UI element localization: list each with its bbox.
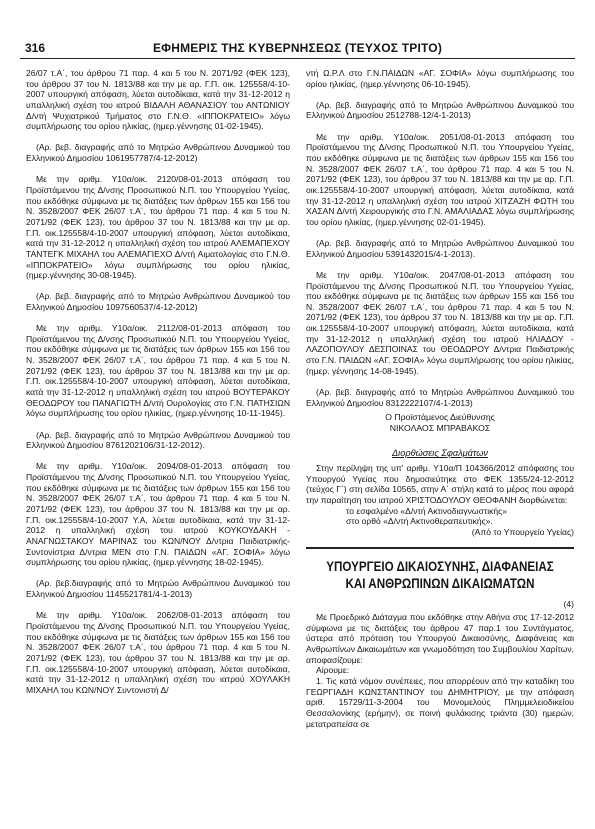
paragraph: (Αρ. βεβ. διαγραφής από το Μητρώο Ανθρώπινου Δυναμικού του Ελληνικού Δημοσίου 2512788-12/4-1-2013) <box>306 99 574 121</box>
paragraph: Αίρουμε: <box>316 665 349 676</box>
paragraph: 1. Τις κατά νόμον συνέπειες, που απορρέουν από την καταδίκη του ΓΕΩΡΓΙΑΔΗ ΚΩΝΣΤΑΝΤΙΝΟΥ του ΔΗΜΗΤΡΙΟΥ, με την απόφαση αριθ. 15729/11-3-2004 του Μονομελούς Πλημμελειοδικείου Θεσσαλονίκης (ερήμην), σε ποινή φυλάκισης τριάντα (30) ημερών, μετατραπείσα σε <box>306 676 574 729</box>
paragraph: (Αρ. βεβ. διαγραφής από το Μητρώο Ανθρώπινου Δυναμικού του Ελληνικού Δημοσίου 1061957787/4-12-2012) <box>26 142 290 164</box>
paragraph: Με την αριθμ. Υ10α/οικ. 2120/08-01-2013 απόφαση του Προϊστάμενου της Δ/νσης Προσωπικού Ν.Π. του Υπουργείου Υγείας, που εκδόθηκε σύμφωνα με τις διατάξεις των άρθρων 155 και 156 του Ν. 3528/2007 ΦΕΚ 26/07 τ.Α΄, του άρθρου 71 παρ. 4 και 5 του Ν. 2071/92 (ΦΕΚ 123), του άρθρου 37 του Ν. 1813/88 και την με αρ. Γ.Π. οικ.125558/4-10-2007 υπουργική απόφαση, λύεται αυτοδίκαια, κατά την 31-12-2012 η υπαλληλική σχέση του ιατρού ΑΛΕΜΑΠΕΧΟΥ ΤΑΝΤΕΓΚ ΜΙΧΑΗΛ του ΑΛΕΜΑΓΙΕΧΟ Δ/ντή Αιματολογίας στο Γ.Ν.Θ. «ΙΠΠΟΚΡΑΤΕΙΟ» λόγω συμπλήρωσης του ορίου ηλικίας, (ημερ.γέννησης 30-08-1945). <box>26 174 290 281</box>
section-divider <box>306 547 574 549</box>
section-number: (4) <box>563 599 574 610</box>
paragraph: Με την αριθμ. Υ10α/οικ. 2062/08-01-2013 απόφαση του Προϊστάμενου της Δ/νσης Προσωπικού Ν.Π. του Υπουργείου Υγείας, που εκδόθηκε σύμφωνα με τις διατάξεις των άρθρων 155 και 156 του Ν. 3528/2007 ΦΕΚ 26/07 τ.Α΄, του άρθρου 71 παρ. 4 και 5 του Ν. 2071/92 (ΦΕΚ 123), του άρθρου 37 του Ν. 1813/88 και την με αρ. Γ.Π. οικ.125558/4-10-2007 υπουργική απόφαση, λύεται αυτοδίκαια, κατά την 31-12-2012 η υπαλληλική σχέση του ιατρού ΧΟΥΛΑΚΗ ΜΙΧΑΗΛ του ΚΩΝ/ΝΟΥ Συντονιστή Δ/ <box>26 610 290 695</box>
ministry-title-line1: ΥΠΟΥΡΓΕΙΟ ΔΙΚΑΙΟΣΥΝΗΣ, ΔΙΑΦΑΝΕΙΑΣ <box>326 559 554 576</box>
paragraph: (Αρ. βεβ. διαγραφής από το Μητρώο Ανθρώπινου Δυναμικού του Ελληνικού Δημοσίου 8312222107/4-1-2013) <box>306 386 574 408</box>
left-column <box>26 68 290 695</box>
signature-role: Ο Προϊστάμενος Διεύθυνσης <box>385 412 495 423</box>
errata-source: (Από το Υπουργείο Υγείας) <box>471 526 574 537</box>
paragraph: ντή Ω.Ρ.Λ στο Γ.Ν.ΠΑΙΔΩΝ «ΑΓ. ΣΟΦΙΑ» λόγω συμπλήρωσης του ορίου ηλικίας, (ημερ.γέννησης 06-10-1945). <box>306 68 574 89</box>
page-header <box>20 40 575 59</box>
errata-correct: στο ορθό «Δ/ντή Ακτινοθεραπευτικής». <box>346 516 493 527</box>
right-column <box>306 68 574 729</box>
paragraph: Με την αριθμ. Υ10α/οικ. 2094/08-01-2013 απόφαση του Προϊστάμενου της Δ/νσης Προσωπικού Ν.Π. του Υπουργείου Υγείας, που εκδόθηκε σύμφωνα με τις διατάξεις των άρθρων 155 και 156 του Ν. 3528/2007 ΦΕΚ 26/07 τ.Α΄, του άρθρου 71 παρ. 4 και 5 του Ν. 2071/92 (ΦΕΚ 123), του άρθρου 37 του Ν. 1813/88 και την με αρ. Γ.Π. οικ.125558/4-10-2007 Υ.Α, λύεται αυτοδίκαια, κατά την 31-12-2012 η υπαλληλική σχέση του ιατρού ΚΟΥΚΟΥΔΑΚΗ - ΑΝΑΓΝΩΣΤΑΚΟΥ ΜΑΡΙΝΑΣ του ΚΩΝ/ΝΟΥ Δ/ντρια Παιδιατρικής-Συντονίστρια Δ/ντρια ΜΕΝ στο Γ.Ν. ΠΑΙΔΩΝ «ΑΓ. ΣΟΦΙΑ» λόγω συμπλήρωσης του ορίου ηλικίας, (ημερ.γέννησης 18-02-1945). <box>26 461 290 568</box>
paragraph: 26/07 τ.Α΄, του άρθρου 71 παρ. 4 και 5 του Ν. 2071/92 (ΦΕΚ 123), του άρθρου 37 του Ν. 1813/88 και την με αρ. Γ.Π. οικ. 125558/4-10-2007 υπουργική απόφαση, λύεται αυτοδίκαια, κατά την 31-12-2012 η υπαλληλική σχέση του ιατρού ΒΙΔΑΛΗ ΑΘΑΝΑΣΙΟΥ του ΑΝΤΩΝΙΟΥ Δ/ντή Ψυχιατρικού Τμήματος στο Γ.Ν.Θ. «ΙΠΠΟΚΡΑΤΕΙΟ» λόγω συμπλήρωσης του ορίου ηλικίας, (ημερ.γέννησης 01-02-1945). <box>26 68 290 132</box>
errata-wrong: το εσφαλμένο «Δ/ντή Ακτινοδιαγνωστικής» <box>346 505 508 516</box>
paragraph: (Αρ. βεβ. διαγραφής από το Μητρώο Ανθρώπινου Δυναμικού του Ελληνικού Δημοσίου 5391432015/4-1-2013). <box>306 238 574 259</box>
signature-name: ΝΙΚΟΛΑΟΣ ΜΠΡΑΒΑΚΟΣ <box>389 423 491 434</box>
ministry-title-line2: ΚΑΙ ΑΝΘΡΩΠΙΝΩΝ ΔΙΚΑΙΩΜΑΤΩΝ <box>345 576 535 593</box>
page-number: 316 <box>25 41 46 55</box>
paragraph: Με την αριθμ. Υ10α/οικ. 2047/08-01-2013 απόφαση του Προϊστάμενου της Δ/νσης Προσωπικού Ν.Π. του Υπουργείου Υγείας, που εκδόθηκε σύμφωνα με τις διατάξεις των άρθρων 155 και 156 του Ν. 3528/2007 ΦΕΚ 26/07 τ.Α΄, του άρθρου 71 παρ. 4 και 5 του Ν. 2071/92 (ΦΕΚ 123), του άρθρου 37 του Ν. 1813/88 και την με αρ. Γ.Π. οικ.125558/4-10-2007 υπουργική απόφαση, λύεται αυτοδίκαια, κατά την 31-12-2012 η υπαλληλική σχέση του ιατρού ΗΛΙΑΔΟΥ - ΛΑΖΟΠΟΥΛΟΥ ΔΕΣΠΟΙΝΑΣ του ΘΕΟΔΩΡΟΥ Δ/ντρια Παιδιατρικής στο Γ.Ν. ΠΑΙΔΩΝ «ΑΓ. ΣΟΦΙΑ» λόγω συμπλήρωσης του ορίου ηλικίας, (ημερ. γέννησης 14-08-1945). <box>306 269 574 376</box>
paragraph: Με την αριθμ. Υ10α/οικ. 2051/08-01-2013 απόφαση του Προϊστάμενου της Δ/νσης Προσωπικού Ν.Π. του Υπουργείου Υγείας, που εκδόθηκε σύμφωνα με τις διατάξεις των άρθρων 155 και 156 του Ν. 3528/2007 ΦΕΚ 26/07 τ.Α΄, του άρθρου 71 παρ. 4 και 5 του Ν. 2071/92 (ΦΕΚ 123), του άρθρου 37 του Ν. 1813/88 και την με αρ. Γ.Π. οικ.125558/4-10-2007 υπουργική απόφαση, λύεται αυτοδίκαια, κατά την 31-12-2012 η υπαλληλική σχέση του ιατρού ΧΙΤΖΑΖΗ ΦΩΤΗ του ΧΑΣΑΝ Δ/ντή Χειρουργικής στο Γ.Ν. ΑΜΑΛΙΑΔΑΣ λόγω συμπλήρωσης του ορίου ηλικίας, (ημερ.γέννησης 02-01-1945). <box>306 131 574 227</box>
paragraph: Με την αριθμ. Υ10α/οικ. 2112/08-01-2013 απόφαση του Προϊστάμενου της Δ/νσης Προσωπικού Ν.Π. του Υπουργείου Υγείας, που εκδόθηκε σύμφωνα με τις διατάξεις των άρθρων 155 και 156 του Ν. 3528/2007 ΦΕΚ 26/07 τ.Α΄, του άρθρου 71 παρ. 4 και 5 του Ν. 2071/92 (ΦΕΚ 123), του άρθρου 37 του Ν. 1813/88 και την με αρ. Γ.Π. οικ.125558/4-10-2007 υπουργική απόφαση, λύεται αυτοδίκαια, κατά την 31-12-2012 η υπαλληλική σχέση του ιατρού ΒΟΥΤΕΡΑΚΟΥ ΘΕΟΔΩΡΟΥ του ΠΑΝΑΓΙΩΤΗ Δ/ντή Ουρολογίας στο Γ.Ν. ΠΑΤΗΣΙΩΝ λόγω συμπλήρωσης του ορίου ηλικίας, (ημερ.γέννησης 10-11-1945). <box>26 323 290 419</box>
errata-heading: Διορθώσεις Σφαλμάτων <box>392 448 488 459</box>
paragraph: (Αρ. βεβ. διαγραφής από το Μητρώο Ανθρώπινου Δυναμικού του Ελληνικού Δημοσίου 8761202106/31-12-2012). <box>26 429 290 451</box>
errata-body: Στην περίληψη της υπ' αριθμ. Υ10α/Π 104366/2012 απόφασης του Υπουργού Υγείας που δημοσιεύτηκε στο ΦΕΚ 1355/24-12-2012 (τεύχος Γ΄) στη σελίδα 10565, στην Α΄ στήλη κατά το μέρος που αφορά την παραίτηση του ιατρού ΧΡΙΣΤΟΔΟΥΛΟΥ ΘΕΟΦΑΝΗ διορθώνεται: <box>306 462 574 505</box>
paragraph: (Αρ. βεβ. διαγραφής από το Μητρώο Ανθρώπινου Δυναμικού του Ελληνικού Δημοσίου 1097560537/4-12-2012) <box>26 291 290 312</box>
paragraph: (Αρ. βεβ.διαγραφής από το Μητρώο Ανθρώπινου Δυναμικού του Ελληνικού Δημοσίου 1145521781/4-1-2013) <box>26 578 290 600</box>
ministry-heading <box>314 559 567 593</box>
paragraph: Με Προεδρικό Διάταγμα που εκδόθηκε στην Αθήνα στις 17-12-2012 σύμφωνα με τις διατάξεις του άρθρου 47 παρ.1 του Συντάγματος, ύστερα από πρόταση του Υπουργού Δικαιοσύνης, Διαφάνειας και Ανθρωπίνων Δικαιωμάτων και γνωμοδότηση του Συμβουλίου Χαρίτων, αποφασίζουμε: <box>306 612 574 665</box>
running-title: ΕΦΗΜΕΡΙΣ ΤΗΣ ΚΥΒΕΡΝΗΣΕΩΣ (ΤΕΥΧΟΣ ΤΡΙΤΟ) <box>152 41 443 55</box>
